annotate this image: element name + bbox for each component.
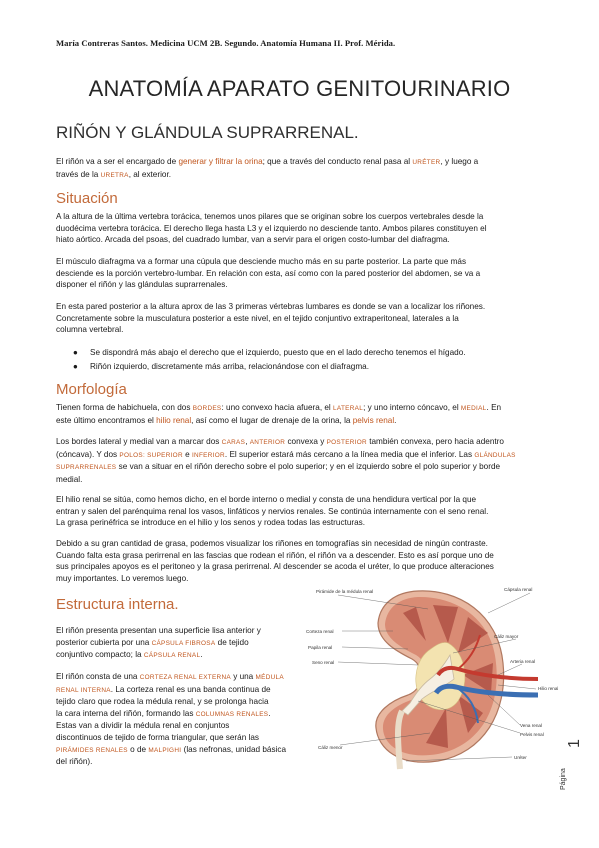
label-arteria: Arteria renal <box>510 659 536 664</box>
morfologia-paragraph-2 <box>56 436 543 485</box>
bullet-icon: ● <box>73 348 78 357</box>
text: también convexa, pero hacia adentro <box>366 437 504 446</box>
text-line: sus principales apoyos es el peritoneo y la grasa perirrenal. Al descender se acoda el uréter, lo que produce alteraciones <box>56 562 494 572</box>
text: , así como el lugar de drenaje de la orina, la <box>191 415 353 425</box>
label-caliz-mayor: Cáliz mayor <box>494 634 519 639</box>
estructura-paragraph-2 <box>56 671 296 768</box>
intro-text: ; que a través del conducto renal pasa al <box>262 157 413 166</box>
text-line: En esta pared posterior a la altura aprox de las 3 primeras vértebras lumbares es donde se van a localizar los riñones. <box>56 302 486 311</box>
text: : uno convexo hacia afuera, el <box>221 403 334 412</box>
text: , <box>245 437 250 446</box>
section-subtitle: RIÑÓN Y GLÁNDULA SUPRARRENAL. <box>56 123 359 142</box>
label-pelvis: Pelvis renal <box>520 732 544 737</box>
situacion-paragraph-1 <box>56 211 543 246</box>
term-renal-interna: RENAL INTERNA <box>56 686 111 694</box>
term-inferior: INFERIOR <box>191 451 225 459</box>
bullet-icon: ● <box>73 362 78 371</box>
text-line: La grasa perinéfrica se introduce en el hilio y los senos y rodea todas las estructuras. <box>56 518 366 528</box>
text-line: Concretamente sobre la musculatura posterior a este nivel, en el tejido conjuntivo extraperitoneal, laterales a la <box>56 313 459 323</box>
term-capsula-fibrosa: CÁPSULA FIBROSA <box>151 639 216 647</box>
text: (las nefronas, unidad básica <box>181 744 287 754</box>
term-capsula-renal: CÁPSULA RENAL <box>143 652 201 660</box>
kidney-illustration <box>298 583 558 773</box>
term-malpighi: MALPIGHI <box>148 746 182 754</box>
situacion-paragraph-2 <box>56 256 543 291</box>
label-vena: Vena renal <box>520 723 542 728</box>
text: tejido claro que rodea la médula renal, y se prolonga hacia <box>56 697 269 707</box>
text: Tienen forma de habichuela, con dos <box>56 403 193 412</box>
text: . En <box>486 403 502 412</box>
text-line: Debido a su gran cantidad de grasa, podemos visualizar los riñones en tomografías sin necesidad de ningún contraste. <box>56 539 488 548</box>
intro-text: El riñón va a ser el encargado de <box>56 157 179 166</box>
term-glandulas: GLÁNDULAS <box>474 451 516 459</box>
term-lateral: LATERAL <box>333 405 364 412</box>
morfologia-paragraph-3 <box>56 494 543 529</box>
text-line: columna vertebral. <box>56 325 124 335</box>
estructura-paragraph-1 <box>56 625 296 662</box>
text-line: muy importantes. Lo veremos luego. <box>56 573 189 583</box>
text: y una <box>230 672 256 681</box>
intro-text: , al exterior. <box>128 169 172 179</box>
text: Los bordes lateral y medial van a marcar dos <box>56 437 222 446</box>
label-papila: Papila renal <box>308 645 333 650</box>
intro-text: , y luego a <box>440 157 479 166</box>
term-hilio-renal: hilio renal <box>156 415 192 425</box>
label-caliz-menor: Cáliz menor <box>318 745 343 750</box>
term-ureter: URÉTER <box>412 159 441 166</box>
page-title: ANATOMÍA APARATO GENITOURINARIO <box>88 76 511 101</box>
heading-estructura-interna: Estructura interna. <box>56 596 179 613</box>
text-line: disponer el riñón y las glándulas suprarrenales. <box>56 280 228 290</box>
page-number: 1 <box>566 739 583 748</box>
term-anterior: ANTERIOR <box>249 439 286 446</box>
heading-situacion: Situación <box>56 190 118 207</box>
text: conjuntivo compacto; la <box>56 650 144 660</box>
heading-morfologia: Morfología <box>56 381 127 398</box>
text: del riñón). <box>56 757 93 767</box>
text: medial. <box>56 474 83 484</box>
bullet-text: Se dispondrá más abajo el derecho que el izquierdo, puesto que en el lado derecho tenemos el hígado. <box>90 348 466 357</box>
text: la cara interna del riñón, formando las <box>56 708 196 718</box>
text: El riñón presenta presentan una superficie lisa anterior y <box>56 626 261 635</box>
text: Estas van a dividir la médula renal en conjuntos <box>56 721 230 731</box>
label-ureter: Uréter <box>514 755 527 760</box>
text: se van a situar en el riñón derecho sobre el polo superior; y en el izquierdo sobre el polo superior y borde <box>116 462 501 472</box>
term-pelvis-renal: pelvis renal <box>352 415 395 425</box>
document-header: María Contreras Santos. Medicina UCM 2B. Segundo. Anatomía Humana II. Prof. Mérida. <box>56 38 396 48</box>
label-hilio: Hilio renal <box>538 686 558 691</box>
morfologia-paragraph-1 <box>56 402 543 426</box>
term-polos: POLOS: SUPERIOR <box>119 451 183 459</box>
intro-text: través de la <box>56 169 101 179</box>
text: (cóncava). Y dos <box>56 449 120 459</box>
term-posterior: POSTERIOR <box>326 439 367 446</box>
text: de tejido <box>215 637 249 647</box>
kidney-diagram <box>298 583 558 773</box>
text: . La corteza renal es una banda continua de <box>110 684 271 694</box>
term-medial: MEDIAL <box>460 405 487 412</box>
term-bordes: BORDES <box>192 405 222 412</box>
label-seno: Seno renal <box>312 660 335 665</box>
term-columnas-renales: COLUMNAS RENALES <box>195 710 269 718</box>
text: e <box>182 449 192 459</box>
text: . <box>200 650 203 660</box>
text: . <box>394 415 397 425</box>
term-corteza-renal: CORTEZA RENAL EXTERNA <box>139 674 231 681</box>
text-line: hiato aórtico. Arcada del psoas, del cuadrado lumbar, van a servir para el origen costo-lumbar del diafragma. <box>56 235 450 245</box>
bullet-text: Riñón izquierdo, discretamente más arriba, relacionándose con el diafragma. <box>90 362 369 371</box>
text-line: El músculo diafragma va a formar una cúpula que desciende mucho más en su parte posterior. La parte que más <box>56 257 467 266</box>
label-piramide: Pirámide de la médula renal <box>316 589 374 594</box>
term-piramides-renales: PIRÁMIDES RENALES <box>56 746 128 754</box>
text-line: El hilio renal se sitúa, como hemos dicho, en el borde interno o medial y consta de una hendidura vertical por la que <box>56 495 477 504</box>
text-line: A la altura de la última vertebra torácica, tenemos unos pilares que se originan sobre los cuerpos vertebrales desde la <box>56 212 484 221</box>
highlight-term: generar y filtrar la orina <box>178 157 263 166</box>
text: . El superior estará más cercano a la línea media que el inferior. Las <box>224 449 475 459</box>
text-line: Cuando falta esta grasa perirrenal en las fascias que rodean el riñón, el riñón va a descender. Esto es así porque uno de <box>56 550 494 560</box>
text-line: duodécima vertebra torácica. El derecho llega hasta L3 y el izquierdo no desciende tanto. Ambos pilares constituyen el <box>56 223 487 233</box>
term-caras: CARAS <box>221 439 246 446</box>
label-corteza: Corteza renal <box>306 629 334 634</box>
text: El riñón consta de una <box>56 672 140 681</box>
term-medula: MÉDULA <box>255 674 284 681</box>
text: posterior cubierta por una <box>56 637 152 647</box>
text-line: entran y salen del parénquima renal los vasos, linfáticos y nervios renales. Se continúa internamente con el seno renal. <box>56 506 489 516</box>
text: este último encontramos el <box>56 415 157 425</box>
text: o de <box>127 744 149 754</box>
term-uretra: URETRA <box>100 171 129 179</box>
morfologia-paragraph-4 <box>56 538 543 584</box>
page-label: Página <box>560 768 567 790</box>
text: convexa y <box>285 437 327 446</box>
intro-paragraph <box>56 156 543 181</box>
text-line: desciende es la porción vertebro-lumbar. En relación con esta, así como con la pared posterior del abdomen, se va a <box>56 268 481 278</box>
term-suprarrenales: SUPRARRENALES <box>56 464 117 472</box>
text: . <box>268 708 271 718</box>
text: ; y uno interno cóncavo, el <box>363 403 461 412</box>
text: discontinuos de tejido de forma triangular, que serán las <box>56 732 259 742</box>
label-capsula: Cápsula renal <box>504 587 533 592</box>
situacion-paragraph-3 <box>56 301 543 336</box>
